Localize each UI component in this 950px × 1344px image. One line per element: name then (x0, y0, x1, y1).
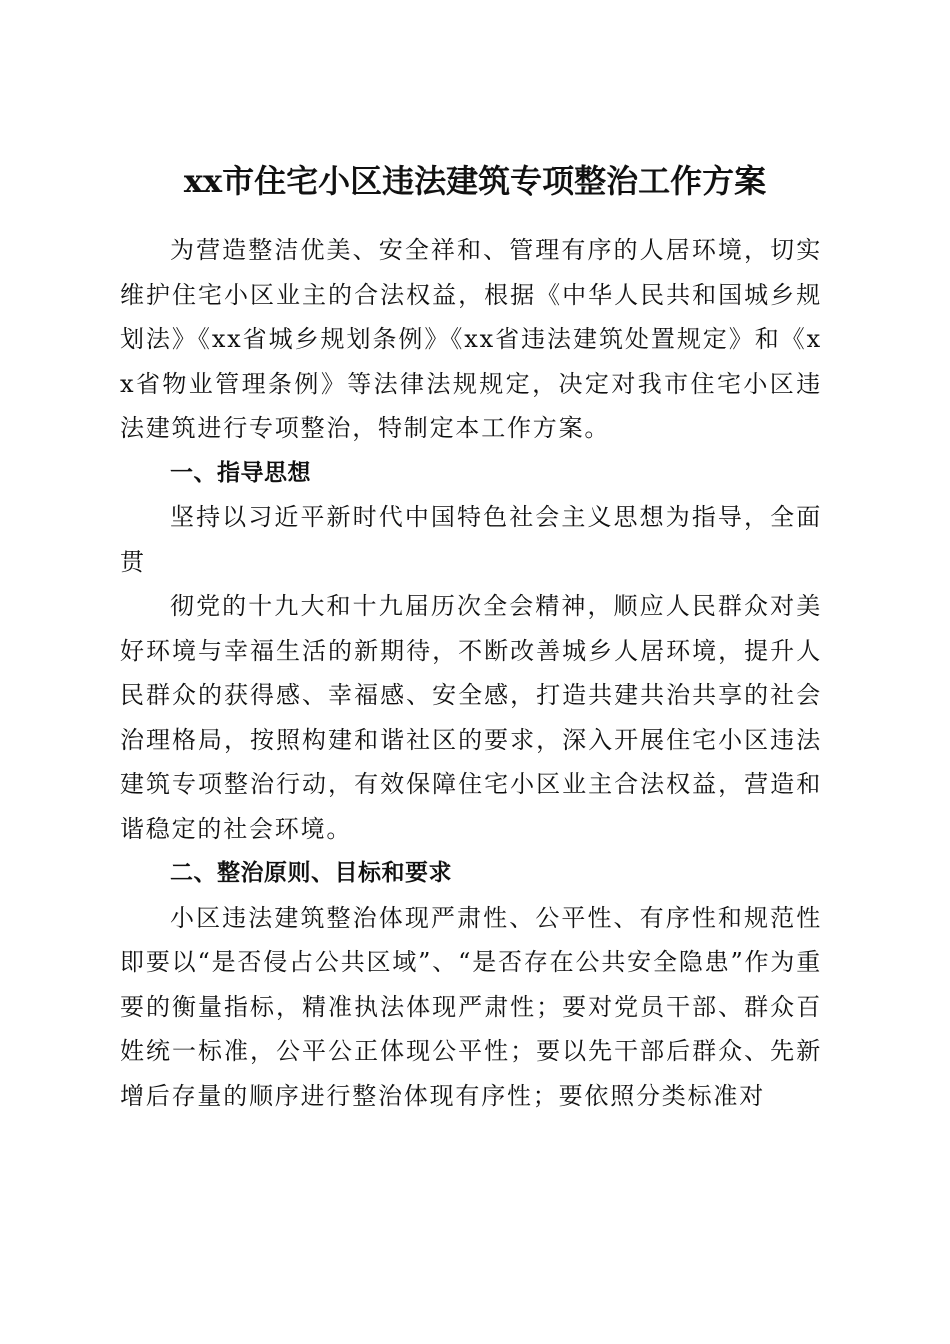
section-heading-principles-goals: 二、整治原则、目标和要求 (170, 860, 452, 886)
document-body (120, 228, 822, 1118)
section-1-paragraph-1: 坚持以习近平新时代中国特色社会主义思想为指导，全面贯 (120, 503, 822, 576)
document-title: xx市住宅小区违法建筑专项整治工作方案 (183, 162, 767, 201)
section-heading-guiding-ideology: 一、指导思想 (170, 459, 311, 486)
intro-paragraph: 为营造整洁优美、安全祥和、管理有序的人居环境，切实维护住宅小区业主的合法权益，根据《中华人民共和国城乡规划法》《xx省城乡规划条例》《xx省违法建筑处置规定》和《xx省物业管理条例》等法律法规规定，决定对我市住宅小区违法建筑进行专项整治，特制定本工作方案。 (120, 236, 822, 442)
section-1-paragraph-2: 彻党的十九大和十九届历次全会精神，顺应人民群众对美好环境与幸福生活的新期待，不断改善城乡人居环境，提升人民群众的获得感、幸福感、安全感，打造共建共治共享的社会治理格局，按照构建和谐社区的要求，深入开展住宅小区违法建筑专项整治行动，有效保障住宅小区业主合法权益，营造和谐稳定的社会环境。 (120, 592, 822, 843)
section-2-paragraph-1: 小区违法建筑整治体现严肃性、公平性、有序性和规范性即要以“是否侵占公共区域”、“是否存在公共安全隐患”作为重要的衡量指标，精准执法体现严肃性；要对党员干部、群众百姓统一标准，公平公正体现公平性；要以先干部后群众、先新增后存量的顺序进行整治体现有序性；要依照分类标准对 (120, 903, 822, 1110)
